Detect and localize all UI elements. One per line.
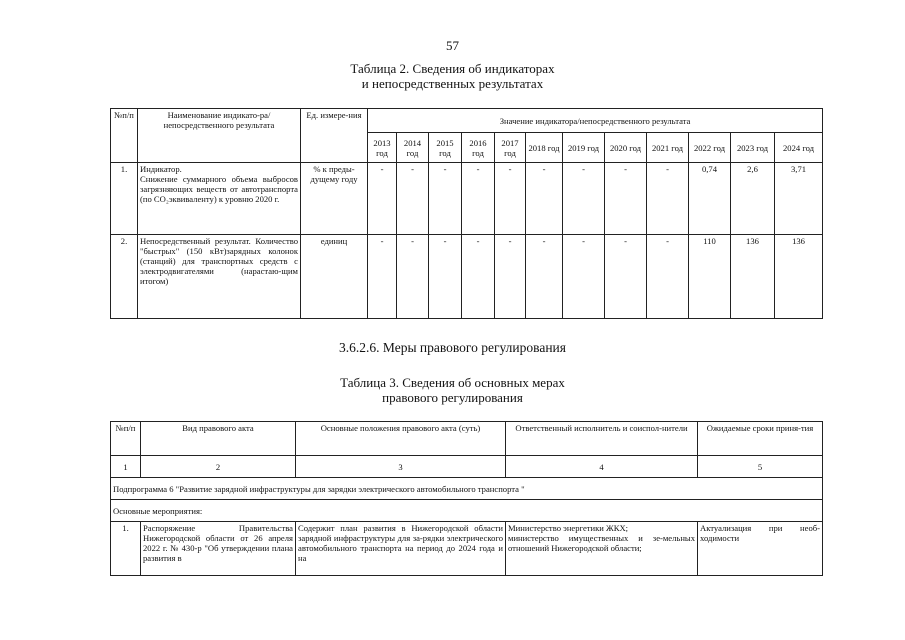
row-value: - [647,163,689,235]
column-number: 4 [506,456,698,478]
row-value: - [647,235,689,319]
row-value: - [429,163,462,235]
header-content: Основные положения правового акта (суть) [296,422,506,456]
year-header: 2022 год [689,133,731,163]
row-content: Содержит план развития в Нижегородской области зарядной инфраструктуры для за-рядки электрического автомобильного транспорта на период до 2024 года и на [296,522,506,576]
table3-caption [0,375,905,405]
row-name: Непосредственный результат. Количество "быстрых" (150 кВт)зарядных колонок (станций) для транспортных средств с электродвигателями (нарастаю-щим итогом) [138,235,301,319]
row-value: 136 [775,235,823,319]
row-value: - [563,163,605,235]
row-value: - [397,163,429,235]
column-number: 3 [296,456,506,478]
header-deadline: Ожидаемые сроки приня-тия [698,422,823,456]
row-value: - [605,235,647,319]
header-num: №п/п [111,109,138,163]
header-name: Наименование индикато-ра/непосредственного результата [138,109,301,163]
column-number: 1 [111,456,141,478]
row-value: - [526,163,563,235]
row-value: - [368,235,397,319]
section-title: 3.6.2.6. Меры правового регулирования [339,340,566,355]
table2-caption [0,61,905,91]
row-name: Индикатор. Снижение суммарного объема выбросов загрязняющих веществ от автотранспорта (по CO₂эквиваленту) к уровню 2020 г. [138,163,301,235]
header-unit: Ед. измере-ния [301,109,368,163]
row-value: - [462,235,495,319]
year-header: 2015 год [429,133,462,163]
row-value: - [429,235,462,319]
row-value: - [462,163,495,235]
row-value: 3,71 [775,163,823,235]
year-header: 2018 год [526,133,563,163]
row-num: 1. [111,522,141,576]
page-number: 57 [446,38,459,53]
row-value: 136 [731,235,775,319]
row-value: - [563,235,605,319]
column-number: 5 [698,456,823,478]
row-value: - [495,235,526,319]
year-header: 2023 год [731,133,775,163]
year-header: 2013 год [368,133,397,163]
row-kind: Распоряжение Правительства Нижегородской области от 26 апреля 2022 г. № 430-р "Об утверждении плана развития в [141,522,296,576]
row-value: - [495,163,526,235]
row-value: - [368,163,397,235]
subprogram-row: Подпрограмма 6 "Развитие зарядной инфраструктуры для зарядки электрического автомобильного транспорта " [111,478,823,500]
main-measures-row: Основные мероприятия: [111,500,823,522]
year-header: 2021 год [647,133,689,163]
year-header: 2020 год [605,133,647,163]
header-value: Значение индикатора/непосредственного результата [368,109,823,133]
table-row [111,522,823,576]
year-header: 2014 год [397,133,429,163]
row-value: 110 [689,235,731,319]
row-executor: Министерство энергетики ЖКХ; министерство имущественных и зе-мельных отношений Нижегородской области; [506,522,698,576]
table2-caption-line1: Таблица 2. Сведения об индикаторах [350,61,555,76]
row-value: - [397,235,429,319]
table-row [111,235,823,319]
column-number: 2 [141,456,296,478]
header-executor: Ответственный исполнитель и соиспол-нители [506,422,698,456]
header-num: №п/п [111,422,141,456]
row-unit: единиц [301,235,368,319]
table3-caption-line2: правового регулирования [382,390,523,405]
row-value: 0,74 [689,163,731,235]
indicators-table [110,108,823,319]
table3-caption-line1: Таблица 3. Сведения об основных мерах [340,375,565,390]
row-deadline: Актуализация при необ-ходимости [698,522,823,576]
row-num: 2. [111,235,138,319]
legal-measures-table [110,421,823,576]
year-header: 2019 год [563,133,605,163]
table2-caption-line2: и непосредственных результатах [361,76,544,91]
row-value: 2,6 [731,163,775,235]
row-value: - [526,235,563,319]
row-value: - [605,163,647,235]
row-unit: % к преды-дущему году [301,163,368,235]
year-header: 2017 год [495,133,526,163]
row-num: 1. [111,163,138,235]
year-header: 2024 год [775,133,823,163]
year-header: 2016 год [462,133,495,163]
header-kind: Вид правового акта [141,422,296,456]
table-row [111,163,823,235]
